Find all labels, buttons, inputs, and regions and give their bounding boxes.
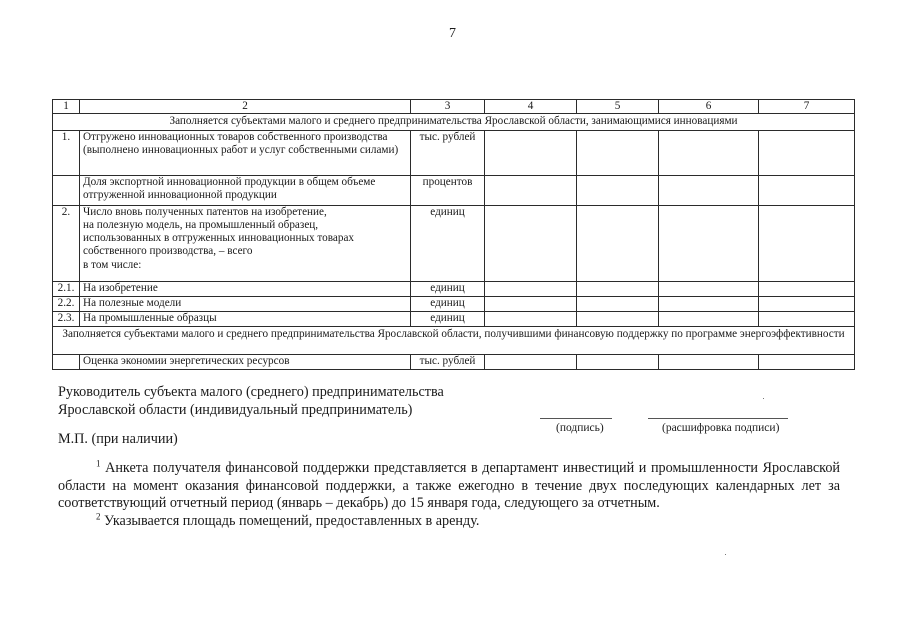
row-unit: единиц <box>411 281 485 296</box>
row-number <box>53 354 80 369</box>
value-cell[interactable] <box>659 354 759 369</box>
section-row <box>53 114 855 130</box>
value-cell[interactable] <box>485 311 577 326</box>
value-cell[interactable] <box>485 281 577 296</box>
value-cell[interactable] <box>577 175 659 205</box>
table-row <box>53 296 855 311</box>
footnote-text: Анкета получателя финансовой поддержки представляется в департамент инвестиций и промышленности Ярославской области на момент оказания финансовой поддержки, а также ежегодно в течение двух последующих календарных лет за соответствующий отчетный период (январь – декабрь) до 15 января года, следующего за отчетным. <box>58 460 841 511</box>
value-cell[interactable] <box>659 296 759 311</box>
row-number: 2.2. <box>53 296 80 311</box>
row-unit: тыс. рублей <box>411 354 485 369</box>
row-label: Отгружено инновационных товаров собственного производства (выполнено инновационных работ и услуг собственными силами) <box>80 130 411 175</box>
signatory-line: Ярославской области (индивидуальный предприниматель) <box>58 402 413 418</box>
value-cell[interactable] <box>759 281 855 296</box>
row-number <box>53 175 80 205</box>
value-cell[interactable] <box>485 130 577 175</box>
form-table <box>52 99 855 370</box>
row-label: На изобретение <box>80 281 411 296</box>
row-label-line: использованных в отгруженных инновационных товарах <box>83 232 355 245</box>
table-row <box>53 311 855 326</box>
footnote <box>58 460 840 513</box>
value-cell[interactable] <box>759 175 855 205</box>
value-cell[interactable] <box>577 354 659 369</box>
row-label: Оценка экономии энергетических ресурсов <box>80 354 411 369</box>
footnote-mark: 1 <box>96 458 101 469</box>
value-cell[interactable] <box>759 311 855 326</box>
row-label: На полезные модели <box>80 296 411 311</box>
col-header: 1 <box>53 100 80 114</box>
row-unit: единиц <box>411 296 485 311</box>
value-cell[interactable] <box>759 354 855 369</box>
col-header: 6 <box>659 100 759 114</box>
footnote <box>58 510 840 531</box>
table-header-row <box>53 100 855 114</box>
table-row <box>53 354 855 369</box>
value-cell[interactable] <box>485 175 577 205</box>
value-cell[interactable] <box>759 296 855 311</box>
row-unit: тыс. рублей <box>411 130 485 175</box>
footnote-mark: 2 <box>96 510 101 521</box>
section-row <box>53 326 855 354</box>
value-cell[interactable] <box>659 205 759 281</box>
table-row <box>53 130 855 175</box>
footnotes <box>58 460 840 530</box>
row-label <box>80 205 411 281</box>
scan-speck <box>725 554 726 555</box>
value-cell[interactable] <box>577 205 659 281</box>
col-header: 4 <box>485 100 577 114</box>
signature-caption: (подпись) <box>556 422 604 434</box>
row-label-line: в том числе: <box>83 258 142 271</box>
page-number: 7 <box>449 26 456 41</box>
row-unit: единиц <box>411 311 485 326</box>
signature-decoding-caption: (расшифровка подписи) <box>662 422 780 434</box>
row-label-line: Число вновь полученных патентов на изобретение, <box>83 205 327 218</box>
row-label: На промышленные образцы <box>80 311 411 326</box>
row-label: Доля экспортной инновационной продукции в общем объеме отгруженной инновационной продукции <box>80 175 411 205</box>
value-cell[interactable] <box>577 281 659 296</box>
value-cell[interactable] <box>485 354 577 369</box>
value-cell[interactable] <box>659 175 759 205</box>
value-cell[interactable] <box>577 296 659 311</box>
table-row <box>53 281 855 296</box>
value-cell[interactable] <box>577 130 659 175</box>
section-heading: Заполняется субъектами малого и среднего предпринимательства Ярославской области, занимающимися инновациями <box>53 114 855 130</box>
row-label-line: собственного производства, – всего <box>83 245 253 258</box>
value-cell[interactable] <box>577 311 659 326</box>
row-unit: единиц <box>411 205 485 281</box>
value-cell[interactable] <box>659 281 759 296</box>
row-label-line: на полезную модель, на промышленный образец, <box>83 218 319 231</box>
stamp-label: М.П. (при наличии) <box>58 431 178 447</box>
signature-line[interactable] <box>540 418 612 419</box>
footnote-text: Указывается площадь помещений, предоставленных в аренду. <box>104 512 480 529</box>
row-number: 2.1. <box>53 281 80 296</box>
value-cell[interactable] <box>659 311 759 326</box>
col-header: 5 <box>577 100 659 114</box>
col-header: 2 <box>80 100 411 114</box>
value-cell[interactable] <box>759 130 855 175</box>
value-cell[interactable] <box>759 205 855 281</box>
col-header: 7 <box>759 100 855 114</box>
signatory-block <box>58 383 444 419</box>
value-cell[interactable] <box>659 130 759 175</box>
table-row <box>53 175 855 205</box>
signature-decoding-line[interactable] <box>648 418 788 419</box>
table-row <box>53 205 855 281</box>
row-unit: процентов <box>411 175 485 205</box>
row-number: 1. <box>53 130 80 175</box>
row-number: 2. <box>53 205 80 281</box>
value-cell[interactable] <box>485 205 577 281</box>
section-heading: Заполняется субъектами малого и среднего предпринимательства Ярославской области, получившими финансовую поддержку по программе энергоэффективности <box>53 326 855 354</box>
value-cell[interactable] <box>485 296 577 311</box>
scan-speck <box>763 398 764 399</box>
signatory-line: Руководитель субъекта малого (среднего) предпринимательства <box>58 384 444 400</box>
row-number: 2.3. <box>53 311 80 326</box>
col-header: 3 <box>411 100 485 114</box>
